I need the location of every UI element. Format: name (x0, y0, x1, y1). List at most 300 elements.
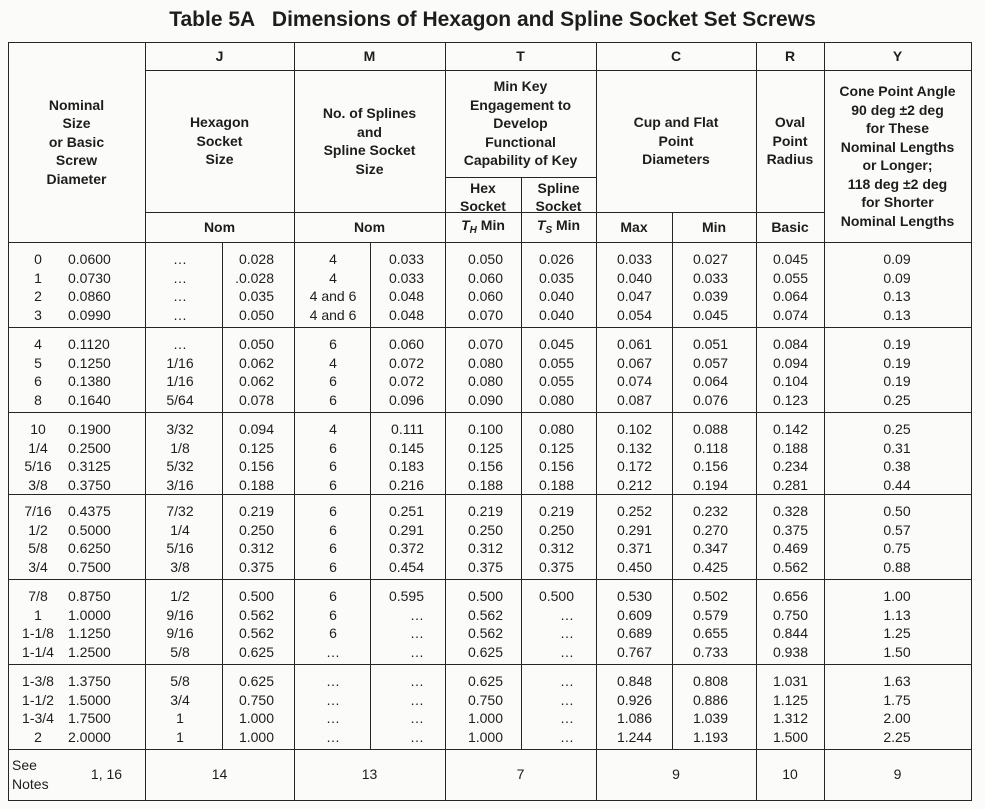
hex-key-engagement: 0.090 (467, 392, 503, 408)
spline-count: 4 (329, 421, 337, 438)
header-hexagon-socket-size-lines (190, 113, 249, 169)
size-decimal: 0.1120 (68, 336, 110, 353)
header-cup-flat-point-line: Cup and Flat (633, 114, 719, 131)
spline-key-engagement: 0.500 (538, 588, 574, 605)
hex-socket-size: 3/16 (166, 477, 194, 493)
cup-point-max: 0.040 (616, 269, 652, 286)
spline-socket-nom: 0.291 (388, 521, 424, 538)
size-decimal: 1.3750 (68, 673, 111, 690)
spline-key-engagement: … (560, 606, 574, 623)
table-rule (971, 42, 972, 801)
hex-socket-size: … (173, 336, 187, 353)
size-label: 1-1/4 (22, 644, 54, 660)
cup-point-min: 0.076 (692, 392, 728, 408)
cup-point-max: 0.054 (616, 307, 652, 323)
hex-socket-size: 3/32 (166, 421, 194, 438)
header-spline-socket-min-line: Spline (537, 179, 580, 196)
header-letter-m: M (363, 47, 376, 64)
notes-size: 1, 16 (90, 766, 123, 783)
header-nominal-size-line: or Basic (48, 133, 105, 150)
header-hex-socket-min-symbol-line (460, 216, 506, 241)
header-hexagon-socket-size-line: Hexagon (189, 114, 250, 131)
size-decimal: 0.3750 (68, 477, 111, 493)
hex-key-engagement: 1.000 (467, 710, 503, 727)
spline-count: 4 and 6 (309, 307, 357, 323)
subscript: H (469, 224, 477, 236)
size-label: 3/4 (28, 559, 48, 575)
spline-key-engagement: … (560, 625, 574, 642)
spline-key-engagement: 0.219 (538, 503, 574, 520)
header-j-nom: Nom (203, 218, 236, 235)
spline-key-engagement: … (560, 691, 574, 708)
hex-key-engagement: 0.070 (467, 307, 503, 323)
oval-point-radius: 0.064 (772, 288, 808, 305)
header-hex-socket-min (445, 177, 521, 242)
hex-socket-size: 5/8 (170, 673, 190, 690)
header-spline-socket-size-lines (323, 104, 416, 178)
header-spline-socket-min-line: Socket (535, 198, 582, 215)
notes-t: 7 (516, 766, 525, 783)
header-cone-point-angle-line: for Shorter (861, 194, 934, 210)
header-r-basic: Basic (771, 218, 809, 235)
header-spline-socket-size (294, 70, 445, 212)
size-decimal: 0.0730 (68, 269, 111, 286)
spline-socket-nom: 0.251 (388, 503, 424, 520)
header-cup-flat-point-lines (634, 113, 719, 169)
subscript: S (545, 224, 553, 236)
spline-socket-nom: 0.454 (388, 559, 424, 575)
size-label: 1-3/4 (22, 710, 54, 727)
hex-key-engagement: 0.312 (467, 540, 503, 557)
cone-point-length: 0.44 (883, 477, 911, 493)
spline-count: … (326, 691, 340, 708)
oval-point-radius: 1.031 (772, 673, 808, 690)
header-hexagon-socket-size (145, 70, 294, 212)
cone-point-length: 1.25 (883, 625, 911, 642)
size-label: 2 (34, 729, 42, 745)
oval-point-radius: 0.234 (772, 458, 808, 475)
spline-key-engagement: 0.312 (538, 540, 574, 557)
oval-point-radius: 1.125 (772, 691, 808, 708)
size-label: 1/4 (28, 439, 48, 456)
hex-key-engagement: 0.060 (467, 269, 503, 286)
cup-point-max: 0.450 (616, 559, 652, 575)
header-spline-socket-size-line: Size (355, 160, 384, 177)
hex-key-engagement: 0.250 (467, 521, 503, 538)
hex-socket-size: 5/16 (166, 540, 194, 557)
oval-point-radius: 0.844 (772, 625, 808, 642)
cup-point-min: 0.194 (692, 477, 728, 493)
symbol: T (536, 216, 546, 233)
spline-socket-nom: 0.216 (388, 477, 424, 493)
cone-point-length: 1.63 (883, 673, 911, 690)
spline-socket-nom: 0.595 (388, 588, 424, 605)
header-cone-point-angle-line: Nominal Lengths (840, 212, 955, 229)
hex-key-engagement: 0.500 (467, 588, 503, 605)
hex-socket-nom: 0.078 (238, 392, 274, 408)
header-hex-socket-min-line: Hex (470, 179, 496, 196)
cup-point-max: 0.047 (616, 288, 652, 305)
cup-point-min: 0.886 (692, 691, 728, 708)
size-decimal: 0.1640 (68, 392, 111, 408)
oval-point-radius: 0.094 (772, 354, 808, 371)
cup-point-max: 0.926 (616, 691, 652, 708)
table-rule (8, 412, 971, 413)
spline-key-engagement: 0.040 (538, 288, 574, 305)
hex-socket-nom: 0.562 (238, 606, 274, 623)
size-decimal: 0.3125 (68, 458, 111, 475)
spline-count: 6 (329, 606, 337, 623)
size-label: 1 (34, 606, 42, 623)
spline-count: 6 (329, 477, 337, 493)
cup-point-max: 0.767 (616, 644, 652, 660)
spline-key-engagement: 0.026 (538, 251, 574, 268)
hex-socket-size: 5/8 (170, 644, 190, 660)
hex-key-engagement: 0.050 (467, 251, 503, 268)
spline-count: 6 (329, 503, 337, 520)
cup-point-min: 0.064 (692, 373, 728, 390)
oval-point-radius: 1.312 (772, 710, 808, 727)
cup-point-min: 0.039 (692, 288, 728, 305)
header-letter-j: J (215, 47, 224, 64)
cone-point-length: 1.50 (883, 644, 911, 660)
hex-socket-nom: 0.050 (238, 307, 274, 323)
hex-socket-nom: 0.625 (238, 644, 274, 660)
spline-count: 4 (329, 269, 337, 286)
spline-key-engagement: 0.045 (538, 336, 574, 353)
spline-count: … (326, 644, 340, 660)
table-rule (8, 579, 971, 580)
header-cone-point-angle-line: or Longer; (862, 157, 933, 173)
size-label: 4 (34, 336, 42, 353)
spline-socket-nom: 0.372 (388, 540, 424, 557)
spline-count: 6 (329, 458, 337, 475)
hex-socket-nom: 0.094 (238, 421, 274, 438)
hex-socket-size: 1 (176, 710, 184, 727)
header-min-key-engagement (445, 70, 596, 177)
symbol: T (461, 216, 470, 233)
size-label: 1-1/8 (22, 625, 54, 642)
hex-socket-nom: 1.000 (238, 710, 274, 727)
hex-socket-nom: 0.312 (238, 540, 274, 557)
size-label: 3/8 (28, 477, 48, 493)
cone-point-length: 0.50 (883, 503, 911, 520)
header-spline-socket-min (521, 177, 596, 242)
hex-socket-nom: 0.035 (238, 288, 274, 305)
oval-point-radius: 0.750 (772, 606, 808, 623)
cup-point-min: 0.232 (692, 503, 728, 520)
oval-point-radius: 0.104 (772, 373, 808, 390)
header-cone-point-angle-line: Cone Point Angle (839, 83, 956, 99)
cup-point-max: 0.530 (616, 588, 652, 605)
cup-point-max: 0.102 (616, 421, 652, 438)
size-decimal: 0.0860 (68, 288, 111, 305)
see-notes-label (12, 751, 62, 798)
hex-socket-nom: 0.062 (238, 354, 274, 371)
hex-key-engagement: 0.156 (467, 458, 503, 475)
cup-point-max: 0.061 (616, 336, 652, 353)
cup-point-max: 0.172 (616, 458, 652, 475)
spline-key-engagement: 0.055 (538, 373, 574, 390)
spline-socket-nom: 0.183 (388, 458, 424, 475)
cup-point-max: 1.244 (616, 729, 652, 745)
spline-socket-nom: 0.033 (388, 269, 424, 286)
header-oval-point-radius-lines (767, 113, 814, 169)
spline-socket-nom: 0.048 (388, 307, 424, 323)
header-cone-point-angle-line: 90 deg ±2 deg (851, 101, 944, 118)
cone-point-length: 1.75 (883, 691, 911, 708)
notes-j: 14 (211, 766, 228, 783)
header-cone-point-angle-line: 118 deg ±2 deg (847, 175, 948, 192)
oval-point-radius: 0.656 (772, 588, 808, 605)
size-decimal: 1.5000 (68, 691, 111, 708)
spline-count: 4 and 6 (309, 288, 357, 305)
see-notes-line: See (12, 757, 37, 774)
spline-key-engagement: 0.055 (538, 354, 574, 371)
spline-count: … (326, 710, 340, 727)
spline-count: 6 (329, 373, 337, 390)
oval-point-radius: 0.123 (772, 392, 808, 408)
spline-count: 4 (329, 354, 337, 371)
spline-key-engagement: 0.040 (538, 307, 574, 323)
cone-point-length: 0.19 (883, 336, 911, 353)
header-hexagon-socket-size-line: Socket (196, 132, 243, 149)
spline-count: 6 (329, 540, 337, 557)
spline-key-engagement: 0.125 (538, 439, 574, 456)
cup-point-min: 0.027 (692, 251, 728, 268)
hex-socket-nom: 1.000 (238, 729, 274, 745)
header-spline-socket-size-line: and (357, 123, 382, 140)
dimensions-table (8, 42, 972, 801)
cone-point-length: 0.38 (883, 458, 911, 475)
header-c-max: Max (620, 218, 648, 235)
header-cone-point-angle-line: Nominal Lengths (840, 138, 955, 155)
size-decimal: 1.1250 (68, 625, 111, 642)
cup-point-max: 0.252 (616, 503, 652, 520)
size-decimal: 0.4375 (68, 503, 111, 520)
hex-socket-size: 1/16 (166, 354, 194, 371)
hex-socket-size: 1/4 (170, 521, 190, 538)
header-spline-socket-size-line: Spline Socket (323, 142, 416, 158)
header-cone-point-angle-lines (839, 82, 955, 230)
size-label: 2 (34, 288, 42, 305)
cup-point-min: 0.051 (692, 336, 728, 353)
hex-socket-size: 5/64 (166, 392, 194, 408)
min-label: Min (556, 216, 581, 233)
spline-socket-nom: … (410, 644, 424, 660)
cone-point-length: 1.00 (883, 588, 911, 605)
hex-socket-size: 1/2 (170, 588, 190, 605)
hex-socket-nom: 0.500 (238, 588, 274, 605)
oval-point-radius: 0.188 (772, 439, 808, 456)
hex-socket-size: 3/4 (170, 691, 190, 708)
hex-socket-nom: 0.219 (238, 503, 274, 520)
oval-point-radius: 0.375 (772, 521, 808, 538)
cup-point-max: 1.086 (616, 710, 652, 727)
size-label: 1-3/8 (22, 673, 54, 690)
cup-point-min: 0.655 (692, 625, 728, 642)
header-spline-socket-min-symbol-line (536, 216, 582, 241)
cup-point-max: 0.609 (616, 606, 652, 623)
table-rule (8, 800, 971, 801)
table-rule (8, 242, 971, 243)
spline-socket-nom: 0.111 (391, 421, 424, 438)
hex-key-engagement: 0.080 (467, 354, 503, 371)
size-label: 10 (30, 421, 46, 438)
size-label: 7/16 (24, 503, 52, 520)
cone-point-length: 1.13 (883, 606, 911, 623)
header-cone-point-angle-line: for These (865, 120, 929, 136)
cup-point-max: 0.087 (616, 392, 652, 408)
hex-socket-size: 5/32 (166, 458, 194, 475)
size-decimal: 0.7500 (68, 559, 111, 575)
header-nominal-size-line: Nominal (48, 96, 105, 113)
spline-socket-nom: 0.048 (388, 288, 424, 305)
header-letter-y: Y (892, 47, 903, 64)
hex-key-engagement: 0.375 (467, 559, 503, 575)
spline-socket-nom: 0.072 (388, 373, 424, 390)
header-oval-point-radius-line: Radius (766, 151, 814, 168)
hex-socket-nom: 0.028 (238, 251, 274, 268)
cone-point-length: 0.09 (883, 251, 911, 268)
header-letter-c: C (670, 47, 682, 64)
oval-point-radius: 0.074 (772, 307, 808, 323)
spline-socket-nom: 0.145 (388, 439, 424, 456)
oval-point-radius: 0.328 (772, 503, 808, 520)
size-decimal: 0.0990 (68, 307, 111, 323)
spline-count: … (326, 729, 340, 745)
size-label: 5/16 (24, 458, 52, 475)
table-rule (8, 664, 971, 665)
oval-point-radius: 0.142 (772, 421, 808, 438)
oval-point-radius: 0.469 (772, 540, 808, 557)
cup-point-max: 0.848 (616, 673, 652, 690)
hex-key-engagement: 0.188 (467, 477, 503, 493)
spline-socket-nom: … (410, 691, 424, 708)
cup-point-min: 0.156 (692, 458, 728, 475)
header-hexagon-socket-size-line: Size (205, 151, 234, 168)
header-cup-flat-point (596, 70, 756, 212)
size-decimal: 0.1250 (68, 354, 111, 371)
hex-socket-nom: .0.028 (235, 269, 274, 286)
header-min-key-engagement-line: Capability of Key (463, 152, 578, 169)
header-cup-flat-point-line: Diameters (642, 151, 710, 168)
spline-socket-nom: 0.072 (388, 354, 424, 371)
size-label: 1 (34, 269, 42, 286)
oval-point-radius: 0.045 (772, 251, 808, 268)
size-decimal: 0.1380 (68, 373, 111, 390)
header-letter-t: T (516, 47, 525, 64)
size-decimal: 0.0600 (68, 251, 111, 268)
size-label: 3 (34, 307, 42, 323)
hex-socket-nom: 0.250 (238, 521, 274, 538)
cup-point-min: 1.193 (692, 729, 728, 745)
oval-point-radius: 0.562 (772, 559, 808, 575)
cone-point-length: 0.88 (883, 559, 911, 575)
spline-key-engagement: … (560, 729, 574, 745)
spline-count: 6 (329, 559, 337, 575)
spline-socket-nom: … (410, 673, 424, 690)
hex-socket-size: 9/16 (166, 606, 194, 623)
header-min-key-engagement-line: Min Key (493, 78, 548, 95)
hex-socket-size: … (173, 269, 187, 286)
hex-socket-nom: 0.125 (238, 439, 274, 456)
spline-socket-nom: … (410, 606, 424, 623)
hex-socket-nom: 0.188 (238, 477, 274, 493)
spline-count: 6 (329, 588, 337, 605)
oval-point-radius: 0.281 (772, 477, 808, 493)
size-label: 0 (34, 251, 42, 268)
cup-point-min: 0.425 (692, 559, 728, 575)
header-nominal-size-line: Screw (55, 152, 98, 169)
spline-count: 6 (329, 625, 337, 642)
hex-socket-nom: 0.625 (238, 673, 274, 690)
spline-count: 6 (329, 521, 337, 538)
oval-point-radius: 0.084 (772, 336, 808, 353)
size-decimal: 1.0000 (68, 606, 111, 623)
cone-point-length: 0.09 (883, 269, 911, 286)
hex-socket-size: 3/8 (170, 559, 190, 575)
header-nominal-size-line: Size (62, 115, 91, 132)
hex-socket-size: 1 (176, 729, 184, 745)
header-hex-socket-min-line: Socket (460, 198, 506, 215)
cone-point-length: 0.25 (883, 421, 911, 438)
spline-socket-nom: … (410, 729, 424, 745)
spline-key-engagement: 0.375 (538, 559, 574, 575)
notes-r: 10 (782, 766, 798, 783)
size-decimal: 2.0000 (68, 729, 111, 745)
header-oval-point-radius-line: Point (772, 132, 808, 149)
cup-point-max: 0.033 (616, 251, 652, 268)
size-label: 5 (34, 354, 42, 371)
header-min-key-engagement-line: Develop (493, 115, 548, 132)
cup-point-min: 0.088 (692, 421, 728, 438)
header-min-key-engagement-lines (464, 77, 578, 170)
spline-key-engagement: 0.035 (538, 269, 574, 286)
cup-point-max: 0.689 (616, 625, 652, 642)
size-decimal: 0.1900 (68, 421, 111, 438)
hex-socket-size: 1/16 (166, 373, 194, 390)
hex-socket-size: … (173, 288, 187, 305)
header-min-key-engagement-line: Functional (485, 133, 556, 150)
hex-key-engagement: 1.000 (467, 729, 503, 745)
table-rule (8, 327, 971, 328)
spline-key-engagement: 0.080 (538, 421, 574, 438)
hex-socket-nom: 0.062 (238, 373, 274, 390)
notes-m: 13 (361, 766, 378, 783)
cup-point-min: 0.733 (692, 644, 728, 660)
cup-point-min: 0.057 (692, 354, 728, 371)
spline-key-engagement: … (560, 710, 574, 727)
notes-c: 9 (672, 766, 680, 783)
cup-point-min: 1.039 (692, 710, 728, 727)
oval-point-radius: 0.055 (772, 269, 808, 286)
size-label: 1/2 (28, 521, 48, 538)
cup-point-min: 0.347 (692, 540, 728, 557)
cone-point-length: 0.25 (883, 392, 911, 408)
spline-key-engagement: 0.250 (538, 521, 574, 538)
cup-point-max: 0.132 (616, 439, 652, 456)
size-decimal: 1.2500 (68, 644, 111, 660)
spline-count: 4 (329, 251, 337, 268)
size-label: 6 (34, 373, 42, 390)
header-nominal-size-line: Diameter (46, 170, 107, 187)
header-oval-point-radius (756, 70, 824, 212)
hex-key-engagement: 0.625 (467, 644, 503, 660)
size-decimal: 0.8750 (68, 588, 111, 605)
hex-key-engagement: 0.100 (467, 421, 503, 438)
size-decimal: 0.6250 (68, 540, 111, 557)
